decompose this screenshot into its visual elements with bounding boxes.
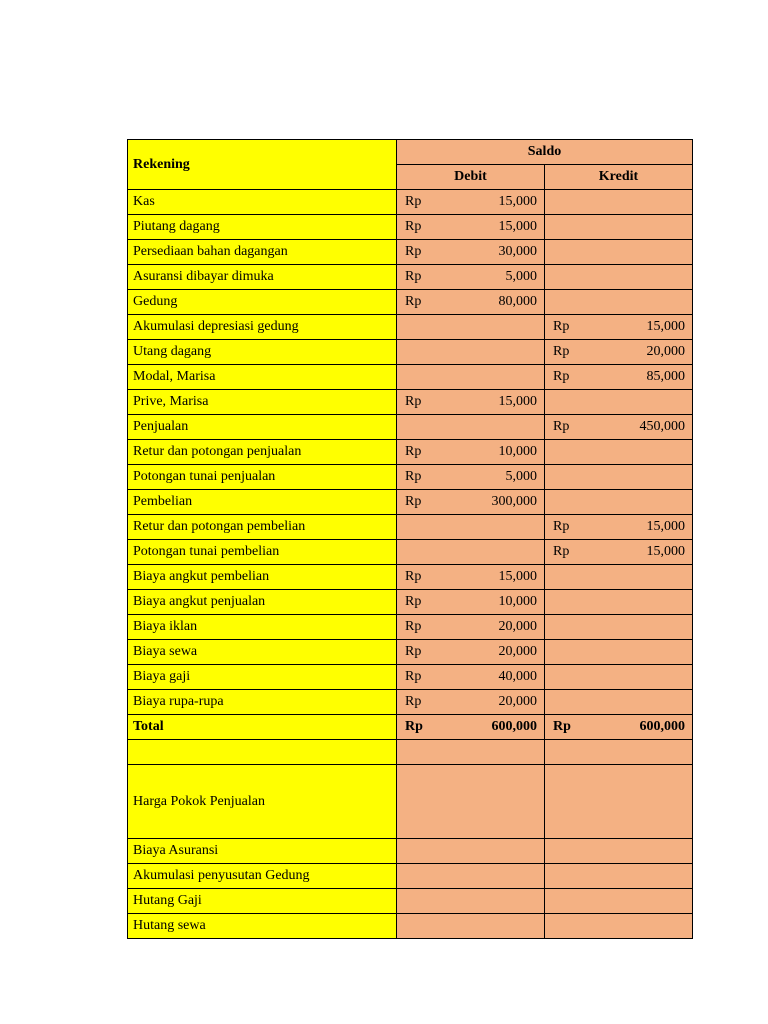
adjustment-row xyxy=(128,740,693,765)
account-name: Penjualan xyxy=(128,415,397,440)
debit-amount: 20,000 xyxy=(498,694,537,709)
credit-amount: 450,000 xyxy=(639,419,685,434)
credit-cell xyxy=(545,265,693,290)
trial-balance-sheet xyxy=(127,139,693,939)
table-row xyxy=(128,190,693,215)
account-name: Persediaan bahan dagangan xyxy=(128,240,397,265)
account-name: Potongan tunai pembelian xyxy=(128,540,397,565)
table-row xyxy=(128,290,693,315)
total-label: Total xyxy=(128,715,397,740)
empty-debit-cell xyxy=(397,740,545,765)
currency-label: Rp xyxy=(405,669,422,684)
empty-debit-cell xyxy=(397,889,545,914)
adjustment-account: Harga Pokok Penjualan xyxy=(128,765,397,839)
credit-cell xyxy=(545,540,693,565)
credit-amount: 15,000 xyxy=(646,319,685,334)
table-row xyxy=(128,440,693,465)
debit-amount: 5,000 xyxy=(505,469,537,484)
currency-label: Rp xyxy=(405,244,422,259)
credit-cell xyxy=(545,190,693,215)
debit-cell xyxy=(397,290,545,315)
currency-label: Rp xyxy=(405,219,422,234)
currency-label: Rp xyxy=(553,369,570,384)
currency-label: Rp xyxy=(405,719,423,734)
total-row xyxy=(128,715,693,740)
credit-cell xyxy=(545,590,693,615)
adjustment-row xyxy=(128,839,693,864)
currency-label: Rp xyxy=(553,519,570,534)
credit-cell xyxy=(545,390,693,415)
credit-amount: 15,000 xyxy=(646,544,685,559)
credit-cell xyxy=(545,365,693,390)
credit-cell xyxy=(545,565,693,590)
table-row xyxy=(128,240,693,265)
adjustment-rows xyxy=(128,740,693,939)
table-row xyxy=(128,215,693,240)
debit-cell xyxy=(397,240,545,265)
adjustment-row xyxy=(128,889,693,914)
currency-label: Rp xyxy=(405,594,422,609)
currency-label: Rp xyxy=(405,269,422,284)
table-row xyxy=(128,340,693,365)
debit-cell xyxy=(397,190,545,215)
debit-cell xyxy=(397,365,545,390)
debit-cell xyxy=(397,615,545,640)
header-row-1 xyxy=(128,140,693,165)
debit-amount: 10,000 xyxy=(498,444,537,459)
debit-amount: 40,000 xyxy=(498,669,537,684)
credit-cell xyxy=(545,615,693,640)
table-row xyxy=(128,540,693,565)
debit-cell xyxy=(397,540,545,565)
currency-label: Rp xyxy=(553,544,570,559)
account-name: Asuransi dibayar dimuka xyxy=(128,265,397,290)
currency-label: Rp xyxy=(405,569,422,584)
table-row xyxy=(128,690,693,715)
header-balance: Saldo xyxy=(397,140,693,165)
account-name: Biaya angkut pembelian xyxy=(128,565,397,590)
table-row xyxy=(128,490,693,515)
adjustment-account: Hutang Gaji xyxy=(128,889,397,914)
currency-label: Rp xyxy=(405,494,422,509)
table-row xyxy=(128,415,693,440)
debit-amount: 15,000 xyxy=(498,569,537,584)
empty-credit-cell xyxy=(545,765,693,839)
adjustment-account xyxy=(128,740,397,765)
credit-amount: 85,000 xyxy=(646,369,685,384)
debit-cell xyxy=(397,640,545,665)
debit-cell xyxy=(397,265,545,290)
empty-debit-cell xyxy=(397,914,545,939)
table-row xyxy=(128,390,693,415)
currency-label: Rp xyxy=(405,444,422,459)
empty-credit-cell xyxy=(545,889,693,914)
currency-label: Rp xyxy=(553,344,570,359)
trial-balance-table xyxy=(127,139,693,939)
adjustment-row xyxy=(128,864,693,889)
debit-cell xyxy=(397,465,545,490)
credit-amount: 15,000 xyxy=(646,519,685,534)
debit-cell xyxy=(397,440,545,465)
credit-cell xyxy=(545,640,693,665)
table-row xyxy=(128,640,693,665)
debit-cell xyxy=(397,690,545,715)
debit-cell xyxy=(397,390,545,415)
debit-cell xyxy=(397,590,545,615)
debit-cell xyxy=(397,565,545,590)
table-row xyxy=(128,315,693,340)
adjustment-account: Hutang sewa xyxy=(128,914,397,939)
adjustment-account: Biaya Asuransi xyxy=(128,839,397,864)
credit-cell xyxy=(545,215,693,240)
account-name: Biaya iklan xyxy=(128,615,397,640)
account-name: Akumulasi depresiasi gedung xyxy=(128,315,397,340)
table-row xyxy=(128,590,693,615)
credit-cell xyxy=(545,665,693,690)
currency-label: Rp xyxy=(405,294,422,309)
currency-label: Rp xyxy=(553,719,571,734)
empty-debit-cell xyxy=(397,839,545,864)
currency-label: Rp xyxy=(405,194,422,209)
debit-amount: 20,000 xyxy=(498,644,537,659)
account-name: Potongan tunai penjualan xyxy=(128,465,397,490)
credit-cell xyxy=(545,340,693,365)
debit-amount: 30,000 xyxy=(498,244,537,259)
credit-cell xyxy=(545,315,693,340)
empty-credit-cell xyxy=(545,839,693,864)
adjustment-row xyxy=(128,914,693,939)
credit-cell xyxy=(545,465,693,490)
table-row xyxy=(128,265,693,290)
credit-cell xyxy=(545,690,693,715)
empty-credit-cell xyxy=(545,864,693,889)
total-credit-cell xyxy=(545,715,693,740)
debit-amount: 15,000 xyxy=(498,219,537,234)
debit-amount: 80,000 xyxy=(498,294,537,309)
account-name: Retur dan potongan penjualan xyxy=(128,440,397,465)
credit-cell xyxy=(545,415,693,440)
account-name: Biaya angkut penjualan xyxy=(128,590,397,615)
debit-cell xyxy=(397,215,545,240)
debit-amount: 10,000 xyxy=(498,594,537,609)
account-name: Kas xyxy=(128,190,397,215)
table-row xyxy=(128,615,693,640)
table-row xyxy=(128,565,693,590)
currency-label: Rp xyxy=(405,644,422,659)
debit-cell xyxy=(397,665,545,690)
account-name: Pembelian xyxy=(128,490,397,515)
account-name: Retur dan potongan pembelian xyxy=(128,515,397,540)
debit-cell xyxy=(397,415,545,440)
account-name: Gedung xyxy=(128,290,397,315)
credit-cell xyxy=(545,240,693,265)
debit-cell xyxy=(397,340,545,365)
currency-label: Rp xyxy=(553,419,570,434)
credit-cell xyxy=(545,515,693,540)
currency-label: Rp xyxy=(405,394,422,409)
credit-cell xyxy=(545,490,693,515)
adjustment-row xyxy=(128,765,693,839)
header-credit: Kredit xyxy=(545,165,693,190)
table-row xyxy=(128,515,693,540)
table-row xyxy=(128,365,693,390)
debit-amount: 15,000 xyxy=(498,394,537,409)
account-name: Biaya sewa xyxy=(128,640,397,665)
currency-label: Rp xyxy=(405,469,422,484)
total-debit: 600,000 xyxy=(491,719,537,734)
account-rows xyxy=(128,190,693,715)
currency-label: Rp xyxy=(405,694,422,709)
empty-debit-cell xyxy=(397,864,545,889)
currency-label: Rp xyxy=(553,319,570,334)
total-debit-cell xyxy=(397,715,545,740)
account-name: Piutang dagang xyxy=(128,215,397,240)
total-section xyxy=(128,715,693,740)
empty-debit-cell xyxy=(397,765,545,839)
account-name: Biaya gaji xyxy=(128,665,397,690)
debit-amount: 20,000 xyxy=(498,619,537,634)
debit-amount: 5,000 xyxy=(505,269,537,284)
account-name: Prive, Marisa xyxy=(128,390,397,415)
empty-credit-cell xyxy=(545,740,693,765)
debit-cell xyxy=(397,315,545,340)
account-name: Biaya rupa-rupa xyxy=(128,690,397,715)
table-row xyxy=(128,465,693,490)
debit-amount: 15,000 xyxy=(498,194,537,209)
credit-cell xyxy=(545,440,693,465)
total-credit: 600,000 xyxy=(639,719,685,734)
credit-cell xyxy=(545,290,693,315)
header-debit: Debit xyxy=(397,165,545,190)
adjustment-account: Akumulasi penyusutan Gedung xyxy=(128,864,397,889)
account-name: Modal, Marisa xyxy=(128,365,397,390)
debit-cell xyxy=(397,515,545,540)
header-account: Rekening xyxy=(128,140,397,190)
debit-cell xyxy=(397,490,545,515)
table-row xyxy=(128,665,693,690)
debit-amount: 300,000 xyxy=(491,494,537,509)
credit-amount: 20,000 xyxy=(646,344,685,359)
currency-label: Rp xyxy=(405,619,422,634)
account-name: Utang dagang xyxy=(128,340,397,365)
empty-credit-cell xyxy=(545,914,693,939)
